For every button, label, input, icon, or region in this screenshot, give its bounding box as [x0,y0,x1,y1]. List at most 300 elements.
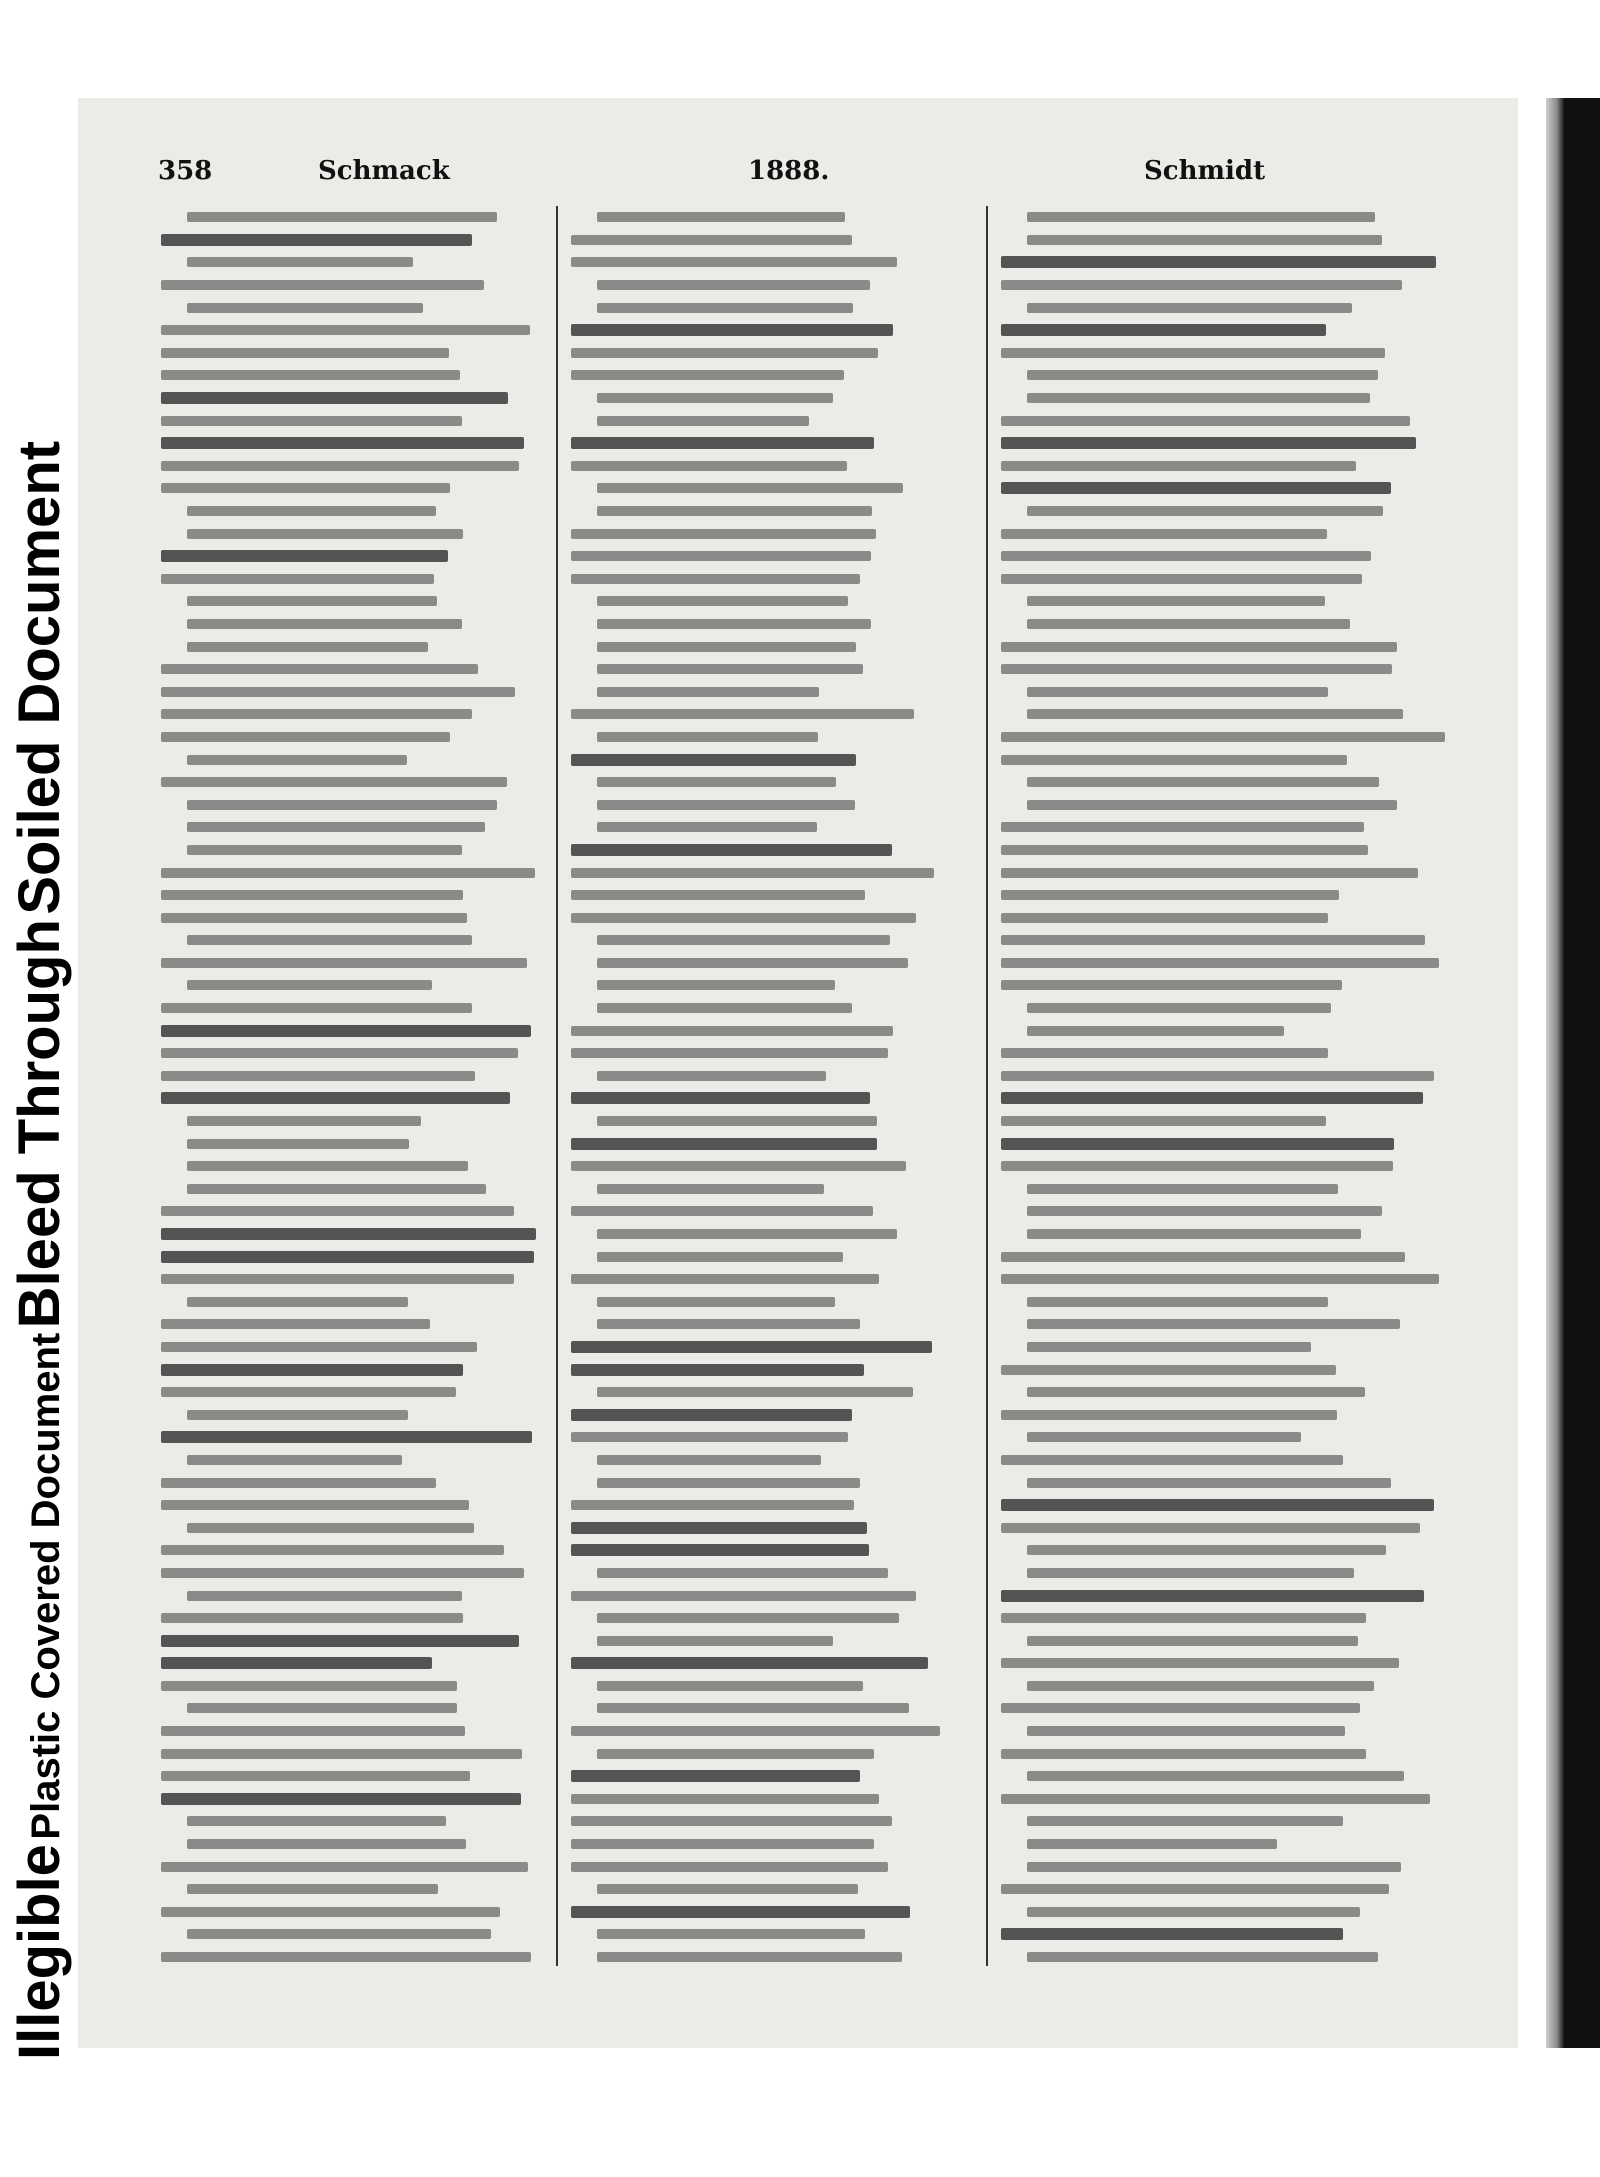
text-line-placeholder [571,1544,869,1556]
text-line-placeholder [187,596,437,606]
text-line [1001,342,1455,365]
text-line [161,1426,545,1449]
text-line-placeholder [1001,1048,1328,1058]
directory-column-2 [563,206,963,1966]
text-line-placeholder [1001,280,1402,290]
text-line-placeholder [597,596,848,606]
text-line [1001,613,1455,636]
text-line [161,1268,545,1291]
text-line [161,590,545,613]
text-line [161,839,545,862]
text-line [161,952,545,975]
text-line-placeholder [161,550,448,562]
text-line [571,432,955,455]
text-line [161,1178,545,1201]
text-line-placeholder [597,1319,860,1329]
text-line-placeholder [1027,777,1379,787]
text-line [1001,1449,1455,1472]
text-line [571,1426,955,1449]
text-line [1001,1584,1455,1607]
text-line-placeholder [1001,642,1397,652]
text-line-placeholder [187,1839,466,1849]
text-line-placeholder [161,1025,531,1037]
text-line-placeholder [1001,551,1371,561]
text-line-placeholder [571,1906,910,1918]
text-line-placeholder [1001,890,1339,900]
running-header [78,156,1546,196]
text-line [571,229,955,252]
text-line-placeholder [1001,256,1436,268]
text-line [161,635,545,658]
text-line-placeholder [161,868,535,878]
text-line-placeholder [597,800,855,810]
text-line-placeholder [597,664,863,674]
text-line-placeholder [1001,732,1445,742]
text-line-placeholder [161,1228,536,1240]
text-line-placeholder [1027,1726,1345,1736]
text-line-placeholder [597,822,817,832]
text-line-placeholder [161,416,462,426]
text-line-placeholder [161,1251,534,1263]
text-line [1001,1110,1455,1133]
text-line-placeholder [1027,800,1397,810]
text-line [161,1494,545,1517]
text-line [1001,771,1455,794]
text-line [161,1539,545,1562]
text-line-placeholder [187,1929,491,1939]
text-line [1001,590,1455,613]
text-line [1001,229,1455,252]
text-line-placeholder [161,1657,432,1669]
text-line-placeholder [161,664,478,674]
side-label [6,441,73,2060]
text-line [1001,1019,1455,1042]
text-line-placeholder [571,235,852,245]
text-line-placeholder [161,1681,457,1691]
text-line-placeholder [597,1952,902,1962]
text-line-placeholder [187,1816,446,1826]
text-line [571,1629,955,1652]
column-rule [986,206,988,1966]
text-line [1001,1313,1455,1336]
text-line-placeholder [187,935,472,945]
text-line [571,816,955,839]
text-line-placeholder [161,1003,472,1013]
text-line-placeholder [571,1432,848,1442]
text-line-placeholder [1027,1952,1378,1962]
text-line-placeholder [161,437,524,449]
text-line-placeholder [187,303,423,313]
text-line-placeholder [161,1568,524,1578]
text-line-placeholder [187,619,462,629]
text-line [161,1358,545,1381]
page-number: 358 [158,156,213,186]
text-line [161,1607,545,1630]
text-line-placeholder [571,1092,870,1104]
text-line-placeholder [1027,1342,1311,1352]
text-line [571,568,955,591]
text-line-placeholder [1001,1455,1343,1465]
text-line-placeholder [1027,1907,1360,1917]
text-line [1001,1132,1455,1155]
text-line [571,1087,955,1110]
text-line [571,1494,955,1517]
text-line-placeholder [161,1545,504,1555]
header-right-word: Schmidt [1144,156,1266,186]
text-line [161,206,545,229]
text-line-placeholder [597,1636,833,1646]
text-line [571,839,955,862]
text-line-placeholder [597,687,819,697]
text-line-placeholder [571,1816,892,1826]
text-line-placeholder [597,416,809,426]
text-line-placeholder [597,1252,843,1262]
text-line-placeholder [1027,1297,1328,1307]
text-line-placeholder [571,1341,932,1353]
text-line [161,1336,545,1359]
text-line-placeholder [187,822,485,832]
text-line-placeholder [1001,980,1342,990]
text-line [571,1765,955,1788]
text-line [161,1019,545,1042]
text-line [1001,409,1455,432]
text-line [571,1223,955,1246]
directory-column-3 [993,206,1463,1966]
text-line [161,1471,545,1494]
text-line [1001,1675,1455,1698]
text-line [161,658,545,681]
text-line-placeholder [1001,822,1364,832]
text-line-placeholder [1001,868,1418,878]
text-line-placeholder [187,1116,421,1126]
page-edge-dark [1564,98,1600,2048]
text-line [571,1336,955,1359]
text-line [161,613,545,636]
text-line [571,1855,955,1878]
text-line [161,1901,545,1924]
text-line-placeholder [597,1297,835,1307]
text-line [571,296,955,319]
text-line [161,703,545,726]
text-line-placeholder [571,1026,893,1036]
text-line-placeholder [161,234,472,246]
text-line-placeholder [571,1726,940,1736]
text-line-placeholder [1001,845,1368,855]
text-line-placeholder [161,483,450,493]
text-line-placeholder [161,890,463,900]
text-line [161,884,545,907]
text-line [161,229,545,252]
text-line-placeholder [161,1952,531,1962]
text-line [571,884,955,907]
text-line [1001,1652,1455,1675]
text-line-placeholder [1001,529,1327,539]
text-line-placeholder [161,1319,430,1329]
label-plastic-covered: Plastic Covered Document [24,1332,68,1840]
text-line [161,568,545,591]
text-line [571,409,955,432]
text-line [1001,500,1455,523]
text-line-placeholder [571,1522,867,1534]
text-line [571,1742,955,1765]
text-line-placeholder [597,1455,821,1465]
text-line-placeholder [597,1116,877,1126]
text-line [1001,477,1455,500]
text-line [161,1516,545,1539]
text-line-placeholder [161,1478,436,1488]
text-line-placeholder [1027,1003,1331,1013]
text-line-placeholder [1001,461,1356,471]
text-line-placeholder [1027,1478,1391,1488]
page-fold-shadow [1546,98,1564,2048]
text-line-placeholder [597,303,853,313]
text-line [161,251,545,274]
text-line [1001,1516,1455,1539]
text-line-placeholder [1027,212,1375,222]
text-line [1001,387,1455,410]
text-line-placeholder [597,1478,860,1488]
text-line-placeholder [597,1613,899,1623]
text-line [161,1652,545,1675]
text-line [571,1042,955,1065]
text-line [1001,1788,1455,1811]
text-line-placeholder [597,980,835,990]
text-line [161,296,545,319]
text-line [571,861,955,884]
text-line [161,1584,545,1607]
text-line [161,1923,545,1946]
text-line-placeholder [1001,1613,1366,1623]
text-line-placeholder [571,529,876,539]
text-line-placeholder [1001,1794,1430,1804]
text-line-placeholder [1027,1636,1358,1646]
text-line-placeholder [571,370,844,380]
text-line-placeholder [571,913,916,923]
text-line-placeholder [161,325,530,335]
text-line-placeholder [597,280,870,290]
text-line [161,816,545,839]
text-line-placeholder [187,755,407,765]
text-line-placeholder [1001,1138,1394,1150]
text-line-placeholder [571,257,897,267]
text-line-placeholder [1001,1884,1389,1894]
text-line [161,1675,545,1698]
text-line-placeholder [1027,1681,1374,1691]
text-line-placeholder [1001,1590,1424,1602]
text-line [571,1155,955,1178]
text-line [161,929,545,952]
header-left-word: Schmack [318,156,450,186]
text-line-placeholder [187,1297,408,1307]
text-line-placeholder [1001,958,1439,968]
text-line-placeholder [571,1274,879,1284]
text-line-placeholder [187,1139,409,1149]
text-line [1001,1245,1455,1268]
text-line-placeholder [1001,324,1326,336]
text-line-placeholder [161,1500,469,1510]
text-line [571,1471,955,1494]
text-line-placeholder [571,1770,860,1782]
text-line-placeholder [597,1703,909,1713]
text-line-placeholder [1027,1771,1404,1781]
text-line [1001,997,1455,1020]
text-line [571,500,955,523]
text-line [161,364,545,387]
text-line-placeholder [161,1613,463,1623]
text-line [1001,1562,1455,1585]
text-line-placeholder [187,1455,402,1465]
text-line-placeholder [597,732,818,742]
text-line [1001,1901,1455,1924]
text-line-placeholder [161,1048,518,1058]
text-line [571,1539,955,1562]
text-line [161,997,545,1020]
text-line-placeholder [1001,755,1347,765]
text-line [571,364,955,387]
text-line-placeholder [597,619,871,629]
text-line [1001,748,1455,771]
text-line-placeholder [1027,506,1383,516]
text-line-placeholder [1027,370,1378,380]
text-line [571,1923,955,1946]
text-line-placeholder [1027,1206,1382,1216]
text-line [1001,432,1455,455]
text-line-placeholder [571,709,914,719]
text-line-placeholder [161,1364,463,1376]
text-line [161,1765,545,1788]
text-line [571,1268,955,1291]
text-line-placeholder [1001,1274,1439,1284]
text-line [571,1607,955,1630]
text-line [571,748,955,771]
text-line [161,680,545,703]
text-line [571,477,955,500]
text-line [1001,1403,1455,1426]
text-line-placeholder [1001,664,1392,674]
text-line [161,974,545,997]
text-line [161,1132,545,1155]
text-line [1001,1087,1455,1110]
text-line [161,1720,545,1743]
text-line-placeholder [1001,1928,1343,1940]
text-line-placeholder [597,1884,858,1894]
text-line-placeholder [161,370,460,380]
text-line [1001,793,1455,816]
text-line [571,1065,955,1088]
text-line [571,1810,955,1833]
text-line [571,974,955,997]
text-line [1001,816,1455,839]
text-line-placeholder [1027,1545,1386,1555]
text-line-placeholder [571,461,847,471]
text-line [571,680,955,703]
text-line-placeholder [571,1794,879,1804]
text-line [571,929,955,952]
text-line-placeholder [597,935,890,945]
text-line-placeholder [187,642,428,652]
text-line-placeholder [1027,1229,1361,1239]
text-line-placeholder [161,958,527,968]
text-line-placeholder [161,709,472,719]
text-line [571,1178,955,1201]
text-line-placeholder [161,348,449,358]
text-line-placeholder [161,1862,528,1872]
text-line [1001,861,1455,884]
text-line [571,1946,955,1966]
text-line-placeholder [161,1387,456,1397]
text-line-placeholder [1027,303,1352,313]
text-line-placeholder [161,1431,532,1443]
text-line-placeholder [187,506,436,516]
text-line-placeholder [1001,574,1362,584]
text-line-placeholder [1001,482,1391,494]
text-line [1001,1291,1455,1314]
text-line-placeholder [1027,1568,1354,1578]
text-line [1001,1065,1455,1088]
text-line [161,500,545,523]
text-line [571,1562,955,1585]
text-line-placeholder [597,642,856,652]
text-line-placeholder [571,1839,874,1849]
text-line-placeholder [1001,1161,1393,1171]
text-line [1001,1833,1455,1856]
text-line [161,793,545,816]
text-line [571,1403,955,1426]
text-line [1001,1381,1455,1404]
text-line-placeholder [571,437,874,449]
text-line-placeholder [161,1206,514,1216]
text-line-placeholder [1027,1026,1284,1036]
text-line [1001,1720,1455,1743]
text-line [1001,703,1455,726]
text-line [161,1087,545,1110]
text-line-placeholder [571,324,893,336]
text-line-placeholder [597,1568,888,1578]
scanned-page [78,98,1518,2048]
text-line-placeholder [571,1500,854,1510]
text-line [571,1381,955,1404]
text-line [571,251,955,274]
text-line-placeholder [161,461,519,471]
text-line [1001,251,1455,274]
text-line-placeholder [571,1862,888,1872]
text-line [1001,1268,1455,1291]
text-line-placeholder [571,1206,873,1216]
text-line [161,1155,545,1178]
text-line [1001,929,1455,952]
text-line-placeholder [1027,1432,1301,1442]
text-line-placeholder [1001,1365,1336,1375]
text-line [1001,1426,1455,1449]
text-line-placeholder [597,483,903,493]
text-line [571,1833,955,1856]
text-line [571,952,955,975]
text-line-placeholder [161,1793,521,1805]
text-line [571,342,955,365]
text-line [161,906,545,929]
text-line-placeholder [161,1274,514,1284]
text-line [571,1132,955,1155]
text-line-placeholder [571,868,934,878]
text-line-placeholder [1001,1658,1399,1668]
text-line-placeholder [1027,619,1350,629]
text-line [571,1901,955,1924]
text-line [161,1697,545,1720]
text-line [1001,726,1455,749]
text-line [571,1313,955,1336]
text-line-placeholder [161,1635,519,1647]
text-line [161,1200,545,1223]
